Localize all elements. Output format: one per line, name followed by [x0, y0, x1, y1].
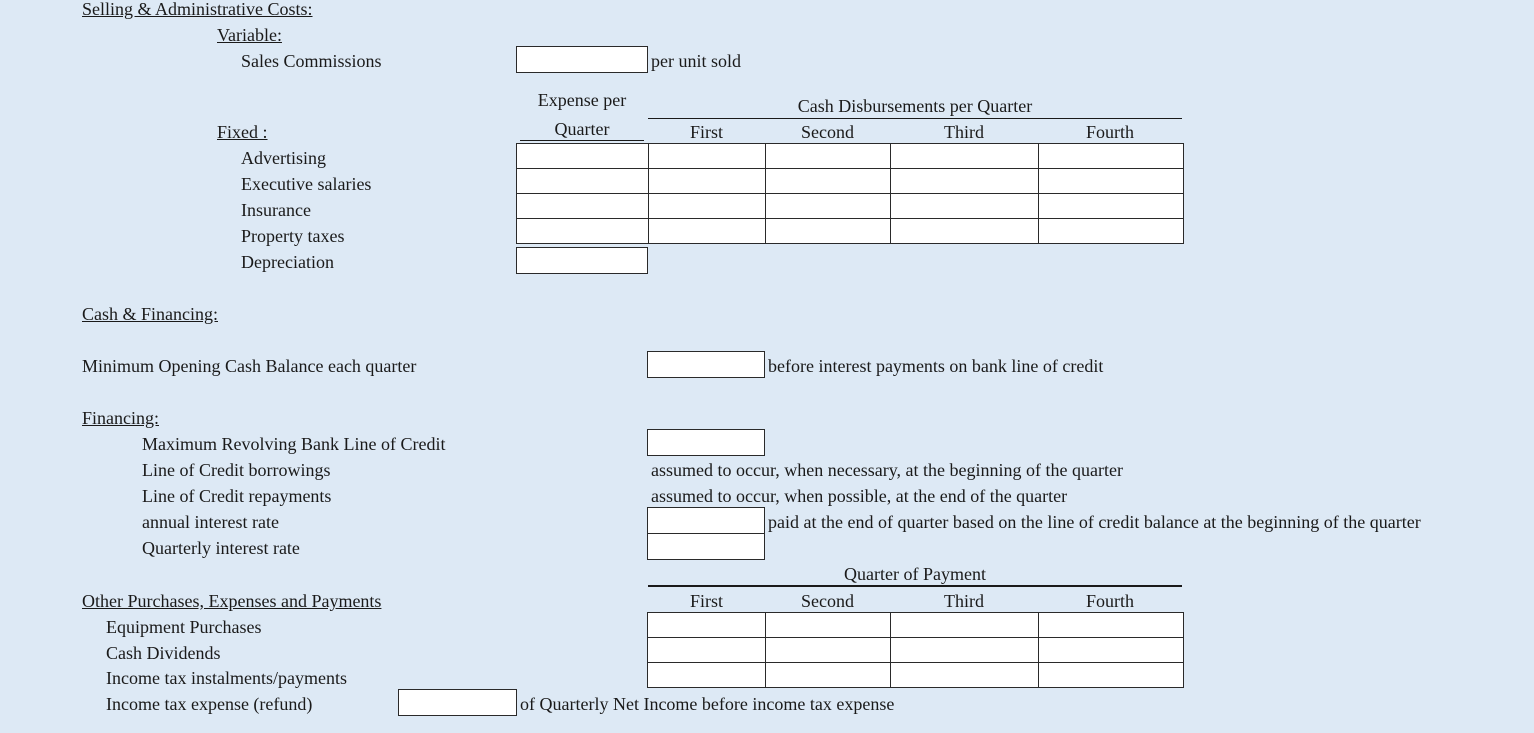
payments-grid	[647, 612, 1184, 688]
grid-row-insurance	[517, 194, 1184, 219]
executive-salaries-q3-cell[interactable]	[891, 169, 1039, 194]
income-tax-q4-cell[interactable]	[1039, 663, 1184, 688]
quarterly-rate-input[interactable]	[647, 533, 765, 560]
expense-header-underline	[520, 140, 644, 141]
property-taxes-q1-cell[interactable]	[649, 219, 766, 244]
advertising-q4-cell[interactable]	[1039, 144, 1184, 169]
fixed-item-property-taxes: Property taxes	[241, 226, 345, 246]
quarter-header-first: First	[689, 122, 723, 142]
insurance-q2-cell[interactable]	[766, 194, 891, 219]
dividends-q3-cell[interactable]	[891, 638, 1039, 663]
fixed-label: Fixed :	[217, 122, 268, 142]
other-heading: Other Purchases, Expenses and Payments	[82, 591, 382, 611]
income-tax-q2-cell[interactable]	[766, 663, 891, 688]
annual-rate-input[interactable]	[647, 507, 765, 534]
quarter-header-third: Third	[944, 122, 984, 142]
annual-rate-note: paid at the end of quarter based on the line of credit balance at the beginning of the quarter	[768, 512, 1421, 532]
annual-rate-label: annual interest rate	[142, 512, 279, 532]
payment-header-first: First	[689, 591, 723, 611]
repayments-label: Line of Credit repayments	[142, 486, 332, 506]
other-item-cash-dividends: Cash Dividends	[106, 643, 221, 663]
fixed-item-insurance: Insurance	[241, 200, 311, 220]
equipment-q1-cell[interactable]	[648, 613, 766, 638]
grid-row-advertising	[517, 144, 1184, 169]
variable-label: Variable:	[217, 25, 282, 45]
executive-salaries-expense-cell[interactable]	[517, 169, 649, 194]
max-credit-input[interactable]	[647, 429, 765, 456]
income-tax-rate-input[interactable]	[398, 689, 517, 716]
advertising-expense-cell[interactable]	[517, 144, 649, 169]
insurance-q3-cell[interactable]	[891, 194, 1039, 219]
sales-commissions-input[interactable]	[516, 46, 648, 73]
property-taxes-expense-cell[interactable]	[517, 219, 649, 244]
expense-header-line2: Quarter	[554, 119, 610, 139]
min-balance-label: Minimum Opening Cash Balance each quarter	[82, 356, 417, 376]
payment-header-third: Third	[944, 591, 984, 611]
cash-financing-heading: Cash & Financing:	[82, 304, 218, 324]
payments-row-dividends	[648, 638, 1184, 663]
quarter-header-fourth: Fourth	[1085, 122, 1134, 142]
payments-row-equipment	[648, 613, 1184, 638]
equipment-q4-cell[interactable]	[1039, 613, 1184, 638]
executive-salaries-q4-cell[interactable]	[1039, 169, 1184, 194]
quarter-of-payment-underline	[648, 585, 1182, 587]
income-tax-q1-cell[interactable]	[648, 663, 766, 688]
grid-row-property-taxes	[517, 219, 1184, 244]
min-balance-note: before interest payments on bank line of credit	[768, 356, 1104, 376]
grid-row-executive-salaries	[517, 169, 1184, 194]
repayments-note: assumed to occur, when possible, at the end of the quarter	[651, 486, 1068, 506]
payment-header-fourth: Fourth	[1085, 591, 1134, 611]
insurance-expense-cell[interactable]	[517, 194, 649, 219]
payment-header-second: Second	[801, 591, 854, 611]
equipment-q3-cell[interactable]	[891, 613, 1039, 638]
depreciation-expense-cell[interactable]	[516, 247, 648, 274]
quarter-of-payment-header: Quarter of Payment	[844, 564, 986, 584]
fixed-item-advertising: Advertising	[241, 148, 326, 168]
payments-row-income-tax	[648, 663, 1184, 688]
executive-salaries-q1-cell[interactable]	[649, 169, 766, 194]
insurance-q1-cell[interactable]	[649, 194, 766, 219]
fixed-costs-grid	[516, 143, 1184, 244]
insurance-q4-cell[interactable]	[1039, 194, 1184, 219]
min-balance-input[interactable]	[647, 351, 765, 378]
expense-header-line1: Expense per	[537, 90, 627, 110]
advertising-q1-cell[interactable]	[649, 144, 766, 169]
executive-salaries-q2-cell[interactable]	[766, 169, 891, 194]
equipment-q2-cell[interactable]	[766, 613, 891, 638]
borrowings-note: assumed to occur, when necessary, at the beginning of the quarter	[651, 460, 1123, 480]
income-tax-expense-label: Income tax expense (refund)	[106, 694, 313, 714]
cash-disbursements-header: Cash Disbursements per Quarter	[797, 96, 1033, 116]
max-credit-label: Maximum Revolving Bank Line of Credit	[142, 434, 446, 454]
other-item-income-tax-instalments: Income tax instalments/payments	[106, 668, 347, 688]
fixed-item-depreciation: Depreciation	[241, 252, 334, 272]
sales-commissions-label: Sales Commissions	[241, 51, 382, 71]
borrowings-label: Line of Credit borrowings	[142, 460, 331, 480]
per-unit-note: per unit sold	[651, 51, 741, 71]
dividends-q2-cell[interactable]	[766, 638, 891, 663]
property-taxes-q3-cell[interactable]	[891, 219, 1039, 244]
quarter-header-second: Second	[801, 122, 854, 142]
advertising-q2-cell[interactable]	[766, 144, 891, 169]
income-tax-q3-cell[interactable]	[891, 663, 1039, 688]
fixed-item-executive-salaries: Executive salaries	[241, 174, 372, 194]
selling-admin-heading: Selling & Administrative Costs:	[82, 0, 313, 19]
income-tax-note: of Quarterly Net Income before income tax expense	[520, 694, 895, 714]
financing-heading: Financing:	[82, 408, 159, 428]
advertising-q3-cell[interactable]	[891, 144, 1039, 169]
property-taxes-q4-cell[interactable]	[1039, 219, 1184, 244]
cash-disbursements-underline	[648, 118, 1182, 119]
dividends-q4-cell[interactable]	[1039, 638, 1184, 663]
dividends-q1-cell[interactable]	[648, 638, 766, 663]
property-taxes-q2-cell[interactable]	[766, 219, 891, 244]
quarterly-rate-label: Quarterly interest rate	[142, 538, 300, 558]
other-item-equipment-purchases: Equipment Purchases	[106, 617, 262, 637]
